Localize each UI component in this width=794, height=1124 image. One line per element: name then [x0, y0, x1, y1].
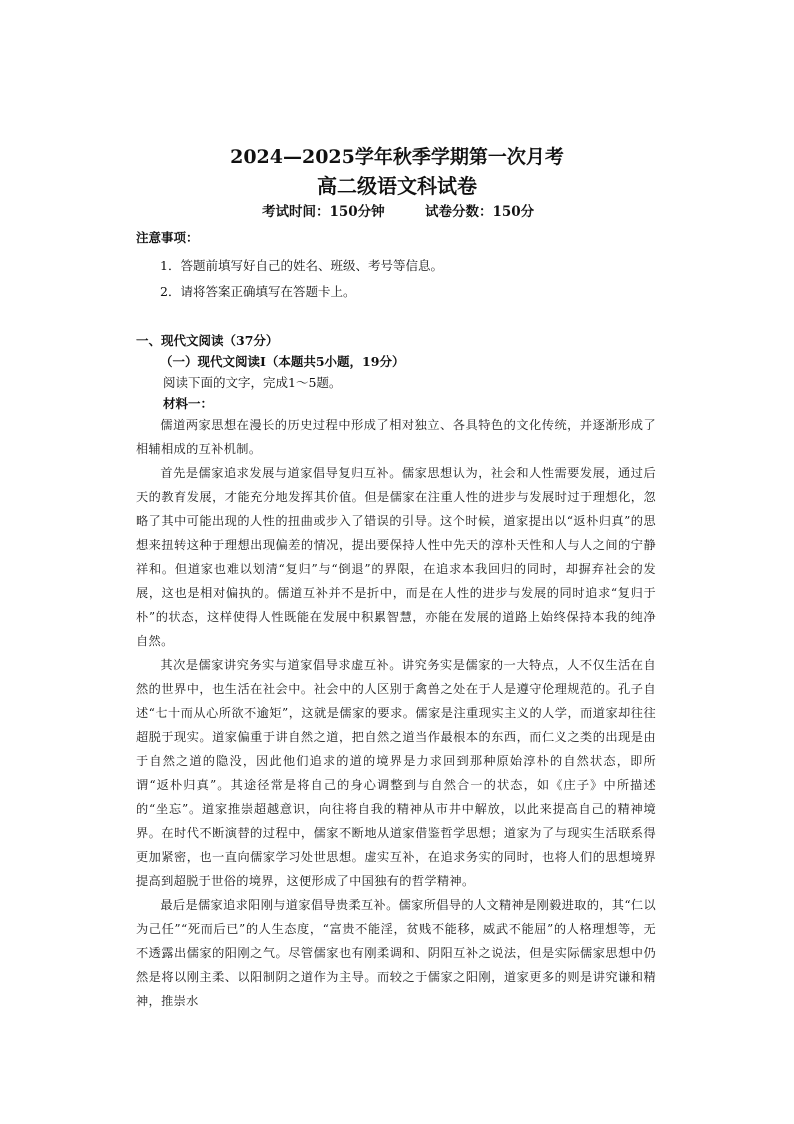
notice-item: 2．请将答案正确填写在答题卡上。 — [160, 284, 356, 299]
exam-time: 考试时间：150分钟 — [262, 204, 385, 220]
reading-instruction: 阅读下面的文字，完成1～5题。 — [163, 375, 342, 390]
passage-paragraph: 其次是儒家讲究务实与道家倡导求虚互补。讲究务实是儒家的一大特点，人不仅生活在自然的世界中，也生活在社会中。社会中的人区别于禽兽之处在于人是遵守伦理规范的。孔子自述“七十而从心所欲不逾矩”，这就是儒家的要求。儒家是注重现实主义的人学，而道家却往往超脱于现实。道家偏重于讲自然之道，把自然之道当作最根本的东西，而仁义之类的出现是由于自然之道的隐没，因此他们追求的道的境界是力求回到那种原始淳朴的自然状态，即所谓“返朴归真”。其途径常是将自己的身心调整到与自然合一的状态，如《庄子》中所描述的“坐忘”。道家推崇超越意识，向往将自我的精神从市井中解放，以此来提高自己的精神境界。在时代不断演替的过程中，儒家不断地从道家借鉴哲学思想；道家为了与现实生活联系得更加紧密，也一直向儒家学习处世思想。虚实互补，在追求务实的同时，也将人们的思想境界提高到超脱于世俗的境界，这便形成了中国独有的哲学精神。 — [136, 658, 656, 888]
exam-title: 2024—2025学年秋季学期第一次月考 — [230, 146, 564, 168]
section-heading: 一、现代文阅读（37分） — [136, 333, 279, 348]
reading-passage — [136, 413, 656, 1013]
passage-paragraph: 首先是儒家追求发展与道家倡导复归互补。儒家思想认为，社会和人性需要发展，通过后天的教育发展，才能充分地发挥其价值。但是儒家在注重人性的进步与发展时过于理想化，忽略了其中可能出现的人性的扭曲或步入了错误的引导。这个时候，道家提出以“返朴归真”的思想来扭转这种于理想出现偏差的情况，提出要保持人性中先天的淳朴天性和人与人之间的宁静祥和。但道家也难以划清“复归”与“倒退”的界限，在追求本我回归的同时，却摒弃社会的发展，这也是相对偏执的。儒道互补并不是折中，而是在人性的进步与发展的同时追求“复归于朴”的状态，这样使得人性既能在发展中积累智慧，亦能在发展的道路上始终保持本我的纯净自然。 — [136, 466, 656, 648]
material-label: 材料一： — [163, 396, 214, 411]
passage-paragraph: 最后是儒家追求阳刚与道家倡导贵柔互补。儒家所倡导的人文精神是刚毅进取的，其“仁以为己任”“死而后已”的人生态度，“富贵不能淫，贫贱不能移，威武不能屈”的人格理想等，无不透露出儒家的阳刚之气。尽管儒家也有刚柔调和、阴阳互补之说法，但是实际儒家思想中仍然是将以刚主柔、以阳制阴之道作为主导。而较之于儒家之阳刚，道家更多的则是讲究谦和精神，推崇水 — [136, 898, 656, 1008]
subsection-heading: （一）现代文阅读Ⅰ（本题共5小题，19分） — [160, 354, 405, 369]
notice-heading: 注意事项： — [136, 230, 199, 245]
exam-score: 试卷分数：150分 — [425, 204, 535, 220]
notice-item: 1．答题前填写好自己的姓名、班级、考号等信息。 — [160, 258, 443, 273]
passage-paragraph: 儒道两家思想在漫长的历史过程中形成了相对独立、各具特色的文化传统，并逐渐形成了相辅相成的互补机制。 — [136, 418, 656, 456]
exam-subtitle: 高二级语文科试卷 — [317, 174, 477, 198]
